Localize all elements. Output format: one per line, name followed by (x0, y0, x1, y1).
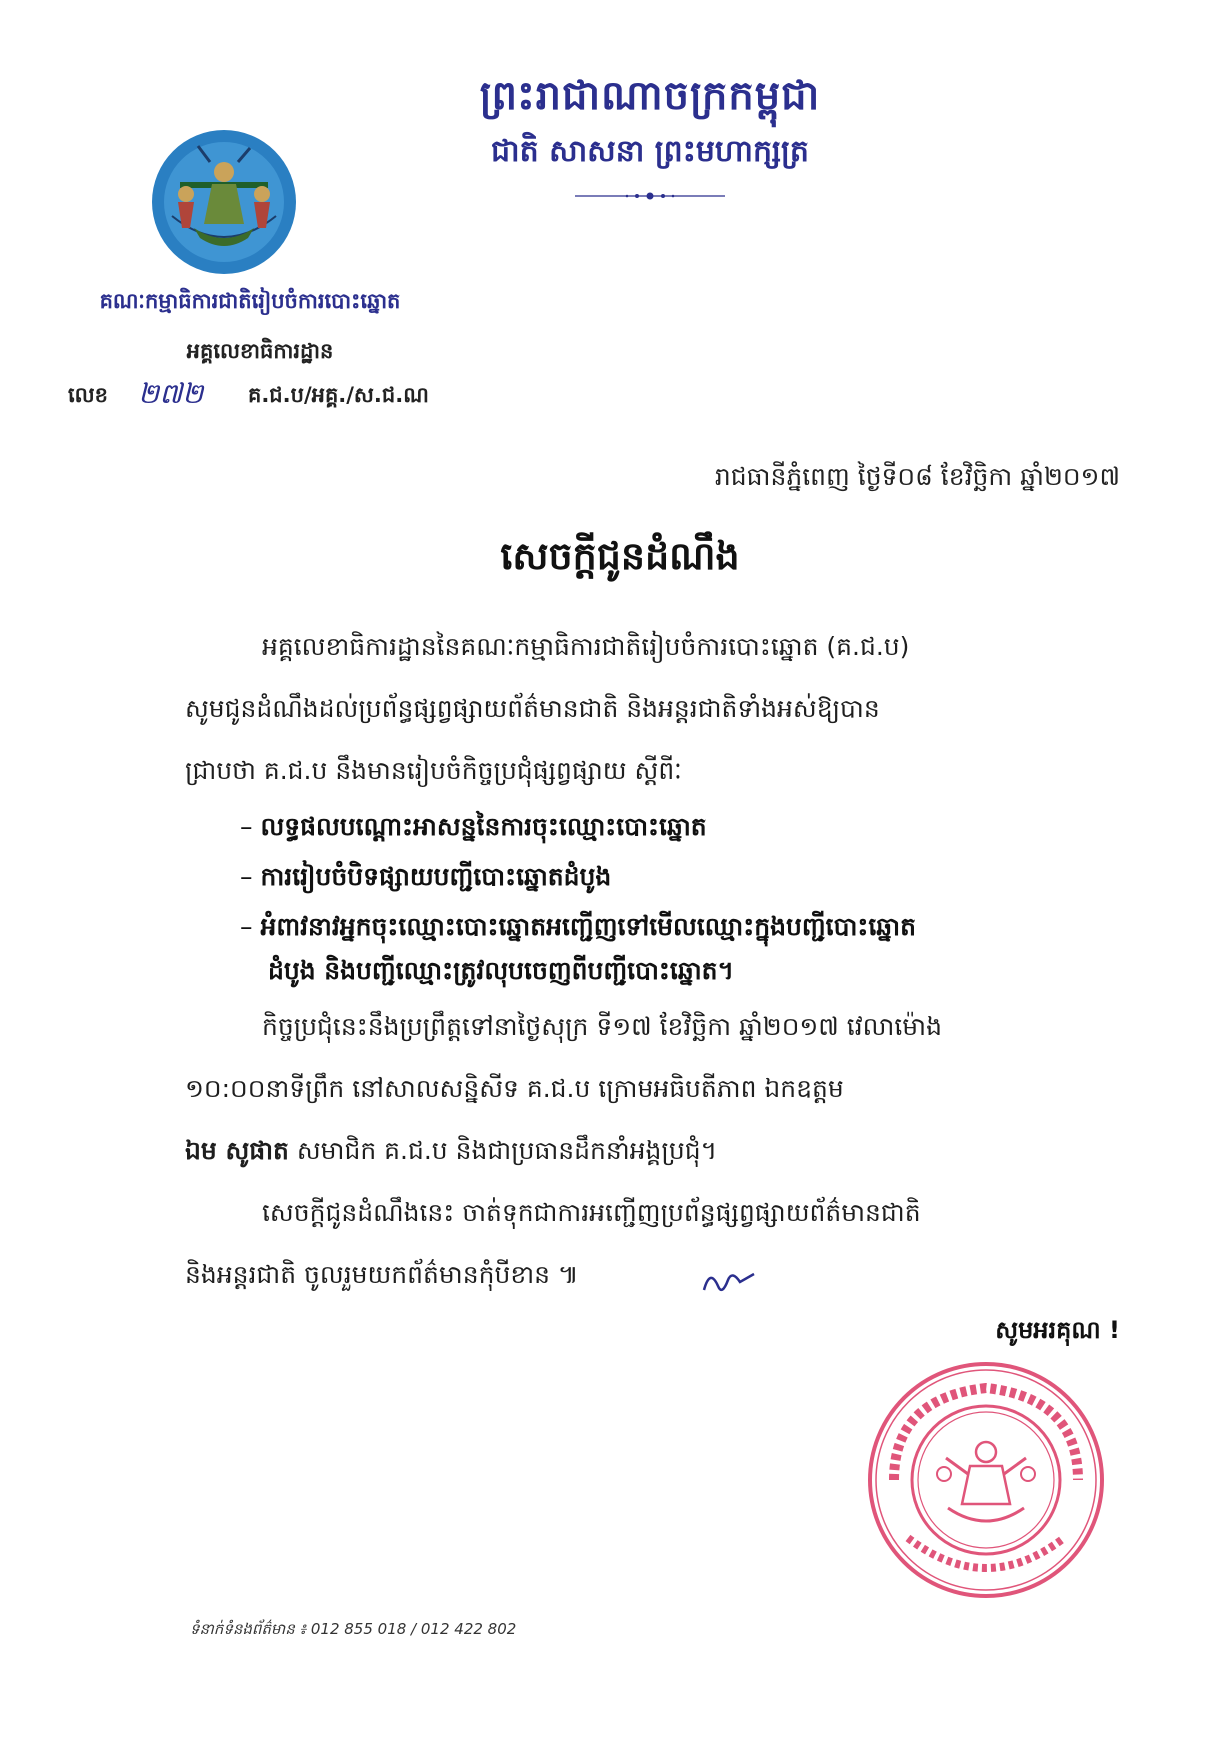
bullet-text: ការរៀបចំបិទផ្សាយបញ្ជីបោះឆ្នោតដំបូង (260, 862, 612, 891)
bullet-item: – ការរៀបចំបិទផ្សាយបញ្ជីបោះឆ្នោតដំបូង (240, 862, 612, 891)
organization-name: គណៈកម្មាធិការជាតិរៀបចំការបោះឆ្នោត (99, 289, 401, 313)
paragraph-line: អគ្គលេខាធិការដ្ឋាននៃគណៈកម្មាធិការជាតិរៀបចំការបោះឆ្នោត (គ.ជ.ប) (262, 632, 910, 661)
paragraph-line: និងអន្តរជាតិ ចូលរួមយកព័ត៌មានកុំបីខាន ៕ (185, 1260, 579, 1289)
nec-emblem-logo (150, 128, 298, 276)
official-name: ឯម សូផាត (185, 1136, 289, 1165)
notice-title: សេចក្តីជូនដំណឹង (500, 534, 740, 578)
bullet-text: លទ្ធផលបណ្តោះអាសន្ននៃការចុះឈ្មោះបោះឆ្នោត (260, 812, 707, 841)
reference-label: លេខ (68, 383, 108, 407)
ornament-divider-icon (575, 190, 725, 202)
kingdom-heading: ព្រះរាជាណាចក្រកម្ពុជា (479, 73, 821, 119)
department-name: អគ្គលេខាធិការដ្ឋាន (186, 339, 334, 363)
paragraph-line: ជ្រាបថា គ.ជ.ប នឹងមានរៀបចំកិច្ចប្រជុំផ្សព្វផ្សាយ ស្តីពីៈ (185, 756, 682, 785)
bullet-item: – អំពាវនាវអ្នកចុះឈ្មោះបោះឆ្នោតអញ្ជើញទៅមើលឈ្មោះក្នុងបញ្ជីបោះឆ្នោត (240, 912, 916, 941)
closing-thanks: សូមអរគុណ ! (995, 1316, 1120, 1344)
paragraph-line: សូមជូនដំណឹងដល់ប្រព័ន្ធផ្សព្វផ្សាយព័ត៌មានជាតិ និងអន្តរជាតិទាំងអស់ឱ្យបាន (185, 694, 880, 723)
bullet-text: អំពាវនាវអ្នកចុះឈ្មោះបោះឆ្នោតអញ្ជើញទៅមើលឈ្មោះក្នុងបញ្ជីបោះឆ្នោត (260, 912, 916, 941)
bullet-item: – លទ្ធផលបណ្តោះអាសន្ននៃការចុះឈ្មោះបោះឆ្នោត (240, 812, 707, 841)
paragraph-line: សេចក្តីជូនដំណឹងនេះ ចាត់ទុកជាការអញ្ជើញប្រព័ន្ធផ្សព្វផ្សាយព័ត៌មានជាតិ (262, 1198, 921, 1227)
national-motto: ជាតិ សាសនា ព្រះមហាក្សត្រ (491, 134, 809, 169)
reference-line (68, 378, 488, 418)
reference-code: គ.ជ.ប/អគ្គ./ស.ជ.ណ (248, 383, 429, 407)
paragraph-line (185, 1136, 717, 1172)
handwritten-initials (700, 1262, 760, 1302)
contact-info: ទំនាក់ទំនងព័ត៌មាន ៖ 012 855 018 / 012 422 802 (190, 1620, 517, 1638)
date-line: រាជធានីភ្នំពេញ ថ្ងៃទី០៨ ខែវិច្ឆិកា ឆ្នាំ២០១៧ (714, 462, 1120, 491)
paragraph-line: កិច្ចប្រជុំនេះនឹងប្រព្រឹត្តទៅនាថ្ងៃសុក្រ ទី១៧ ខែវិច្ឆិកា ឆ្នាំ២០១៧ វេលាម៉ោង (262, 1012, 942, 1041)
paragraph-text: សមាជិក គ.ជ.ប និងជាប្រធានដឹកនាំអង្គប្រជុំ។ (288, 1136, 718, 1165)
official-seal-stamp (864, 1358, 1108, 1602)
bullet-continuation: ដំបូង និងបញ្ជីឈ្មោះត្រូវលុបចេញពីបញ្ជីបោះឆ្នោត។ (268, 956, 734, 985)
reference-number: ២៧២ (138, 377, 204, 410)
paragraph-line: ១០:០០នាទីព្រឹក នៅសាលសន្និសីទ គ.ជ.ប ក្រោមអធិបតីភាព ឯកឧត្តម (185, 1074, 844, 1103)
